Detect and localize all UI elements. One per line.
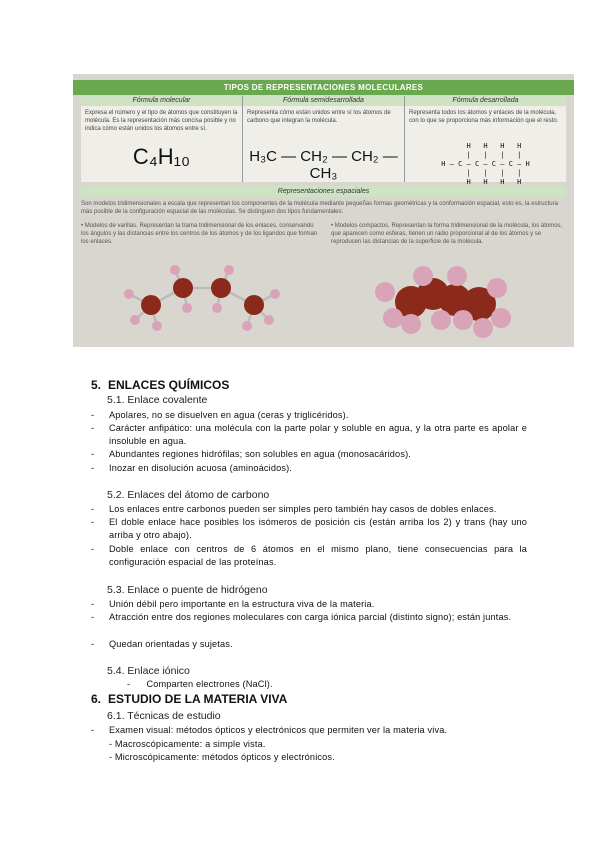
list-item: - Quedan orientadas y sujetas. [91,639,233,649]
column-text: Representa todos los átomos y enlaces de la molécula, con lo que se proporciona más información que el resto. [409,110,559,124]
list-item: - El doble enlace hace posibles los isómeros de posición cis (están arriba los 2) y trans (hay uno arriba y otro abajo). [91,517,527,540]
list-item: - Los enlaces entre carbonos pueden ser simples pero también hay casos de dobles enlaces. [91,504,497,514]
molecular-formula: C₄H₁₀ [132,144,191,169]
column-heading: Fórmula desarrollada [405,96,566,106]
section-5-heading [91,378,229,392]
section-number: 5. [91,378,102,392]
column-heading: Fórmula molecular [81,96,242,106]
molecular-representations-photo [73,74,574,347]
semi-structural-formula: H₃C — CH₂ — CH₂ — CH₃ [249,148,398,182]
ball-and-stick-text: • Modelos de varillas. Representan la trama tridimensional de los enlaces, conservando los ángulos y las distancias entre los centros de los átomos y de los ligandos que forman los enlaces. [81,223,318,245]
list-item: - Apolares, no se disuelven en agua (ceras y triglicéridos). [91,410,349,420]
space-filling-model [371,262,521,342]
spatial-representations-heading: Representaciones espaciales [81,186,566,197]
section-number: 6. [91,692,102,706]
column-text: Representa cómo están unidos entre sí los átomos de carbono que integran la molécula. [247,110,391,124]
spatial-representations-text: Son modelos tridimensionales a escala que representan los componentes de la molécula mediante pequeñas formas geométricas y la conformación espacial, esto es, la estructura más posible de la configuración espacial de las moléculas. Se distinguen dos tipos fundamentales: [81,201,558,215]
section-title: ESTUDIO DE LA MATERIA VIVA [108,692,288,706]
figure-title: TIPOS DE REPRESENTACIONES MOLECULARES [73,80,574,95]
sub-item: - Microscópicamente: métodos ópticos y electrónicos. [109,752,335,762]
list-item: - Inozar en disolución acuosa (aminoácidos). [91,463,293,473]
list-item: - Comparten electrones (NaCl). [127,679,273,689]
list-item: - Carácter anfipático: una molécula con la parte polar y soluble en agua, y la otra parte es apolar e insoluble en agua. [91,423,527,446]
column-heading: Fórmula semidesarrollada [243,96,404,106]
column-text: Expresa el número y el tipo de átomos que constituyen la molécula. Es la representación más concisa posible y no indica cómo están unidos los átomos entre sí. [85,110,238,132]
structural-formula: H H H H | | | | H — C — C — C — C — H | | | | H H H H [441,142,530,186]
semi-structural-column [243,96,405,182]
subsection-heading: 5.4. Enlace iónico [107,665,190,677]
subsection-heading: 5.3. Enlace o puente de hidrógeno [107,584,268,596]
section-title: ENLACES QUÍMICOS [108,378,230,392]
space-filling-text: • Modelos compactos. Representan la forma tridimensional de la molécula, los átomos, que aparecen como esferas, tienen un radio proporcional al de los átomos y se reproducen las distancias de la superficie de la molécula. [331,223,563,245]
subsection-heading: 6.1. Técnicas de estudio [107,710,221,722]
structural-column [405,96,566,186]
spatial-models [81,222,566,342]
list-item: - Atracción entre dos regiones moleculares con carga iónica parcial (distinto signo); están juntas. [91,612,512,622]
list-item: - Abundantes regiones hidrófilas; son solubles en agua (monosacáridos). [91,449,411,459]
molecular-formula-column [81,96,243,182]
subsection-heading: 5.1. Enlace covalente [107,394,208,406]
list-item: - Examen visual: métodos ópticos y electrónicos que permiten ver la materia viva. [91,725,448,735]
sub-item: - Macroscópicamente: a simple vista. [109,739,266,749]
subsection-heading: 5.2. Enlaces del átomo de carbono [107,489,270,501]
figure-formula-columns [81,96,566,186]
list-item: - Unión débil pero importante en la estructura viva de la materia. [91,599,375,609]
section-6-heading [91,692,287,706]
ball-and-stick-model [121,260,291,340]
list-item: - Doble enlace con centros de 6 átomos en el mismo plano, tiene consecuencias para la configuración espacial de las proteínas. [91,544,527,567]
